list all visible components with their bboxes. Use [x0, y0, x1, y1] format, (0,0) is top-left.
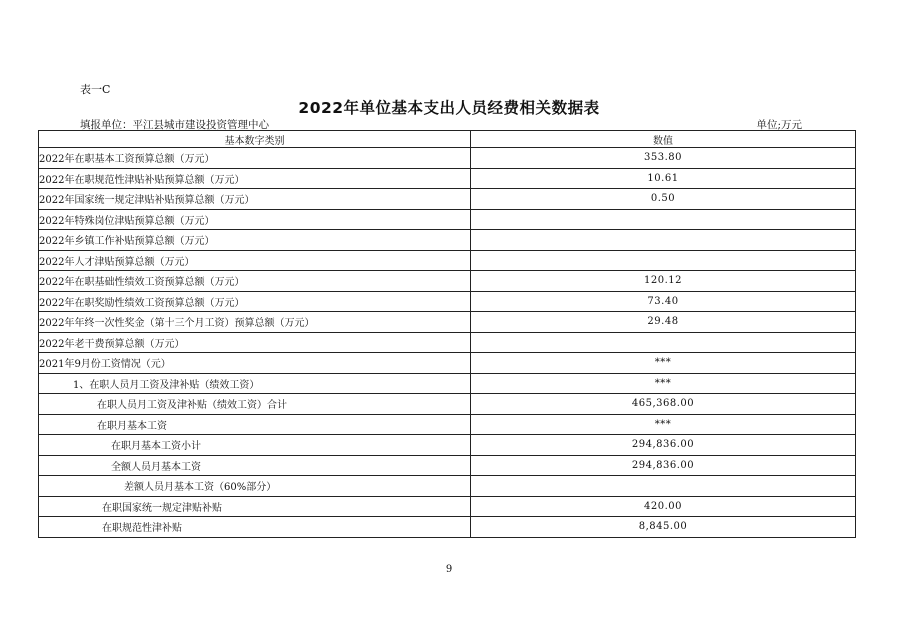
row-category-label: 1、在职人员月工资及津补贴（绩效工资） — [39, 373, 471, 394]
row-category-label: 在职月基本工资 — [39, 414, 471, 435]
row-value: *** — [471, 373, 856, 394]
row-value: 120.12 — [471, 271, 856, 292]
table-row — [39, 148, 856, 169]
row-category-label: 2022年年终一次性奖金（第十三个月工资）预算总额（万元） — [39, 312, 471, 333]
row-category-label: 2022年乡镇工作补贴预算总额（万元） — [39, 230, 471, 251]
row-category-label: 在职人员月工资及津补贴（绩效工资）合计 — [39, 394, 471, 415]
row-category-label: 2022年特殊岗位津贴预算总额（万元） — [39, 209, 471, 230]
table-row — [39, 435, 856, 456]
table-row — [39, 476, 856, 497]
table-row — [39, 496, 856, 517]
row-category-label: 2022年人才津贴预算总额（万元） — [39, 250, 471, 271]
row-value: 10.61 — [471, 168, 856, 189]
row-value — [471, 230, 856, 251]
row-category-label: 在职规范性津补贴 — [39, 517, 471, 538]
table-row — [39, 517, 856, 538]
row-value: 420.00 — [471, 496, 856, 517]
table-row — [39, 209, 856, 230]
row-category-label: 全额人员月基本工资 — [39, 455, 471, 476]
row-category-label: 2022年国家统一规定津贴补贴预算总额（万元） — [39, 189, 471, 210]
table-row — [39, 414, 856, 435]
table-row — [39, 332, 856, 353]
row-category-label: 在职月基本工资小计 — [39, 435, 471, 456]
table-row — [39, 353, 856, 374]
row-category-label: 2022年在职奖励性绩效工资预算总额（万元） — [39, 291, 471, 312]
table-row — [39, 373, 856, 394]
row-value — [471, 250, 856, 271]
table-row — [39, 455, 856, 476]
table-row — [39, 168, 856, 189]
table-row — [39, 189, 856, 210]
row-value: 294,836.00 — [471, 455, 856, 476]
column-header-category: 基本数字类别 — [39, 131, 471, 148]
row-category-label: 2022年在职基本工资预算总额（万元） — [39, 148, 471, 169]
table-row — [39, 250, 856, 271]
column-header-value: 数值 — [471, 131, 856, 148]
row-value: 465,368.00 — [471, 394, 856, 415]
row-value: *** — [471, 353, 856, 374]
row-value: 73.40 — [471, 291, 856, 312]
row-value: 294,836.00 — [471, 435, 856, 456]
row-category-label: 2022年老干费预算总额（万元） — [39, 332, 471, 353]
table-row — [39, 394, 856, 415]
row-category-label: 在职国家统一规定津贴补贴 — [39, 496, 471, 517]
filling-unit: 填报单位：平江县城市建设投资管理中心 — [80, 119, 269, 131]
page-number: 9 — [445, 564, 453, 575]
document-title: 2022年单位基本支出人员经费相关数据表 — [298, 99, 600, 117]
table-row — [39, 312, 856, 333]
row-category-label: 2022年在职规范性津贴补贴预算总额（万元） — [39, 168, 471, 189]
row-value — [471, 332, 856, 353]
table-row — [39, 230, 856, 251]
row-category-label: 差额人员月基本工资（60%部分） — [39, 476, 471, 497]
page-label: 表一C — [80, 83, 111, 96]
row-value: 8,845.00 — [471, 517, 856, 538]
row-value: *** — [471, 414, 856, 435]
row-value: 0.50 — [471, 189, 856, 210]
row-value — [471, 476, 856, 497]
table-row — [39, 271, 856, 292]
row-category-label: 2021年9月份工资情况（元） — [39, 353, 471, 374]
data-table — [38, 130, 856, 538]
row-value: 29.48 — [471, 312, 856, 333]
row-category-label: 2022年在职基础性绩效工资预算总额（万元） — [39, 271, 471, 292]
row-value: 353.80 — [471, 148, 856, 169]
table-row — [39, 291, 856, 312]
table-header-row — [39, 131, 856, 148]
unit-label: 单位;万元 — [756, 119, 802, 131]
row-value — [471, 209, 856, 230]
